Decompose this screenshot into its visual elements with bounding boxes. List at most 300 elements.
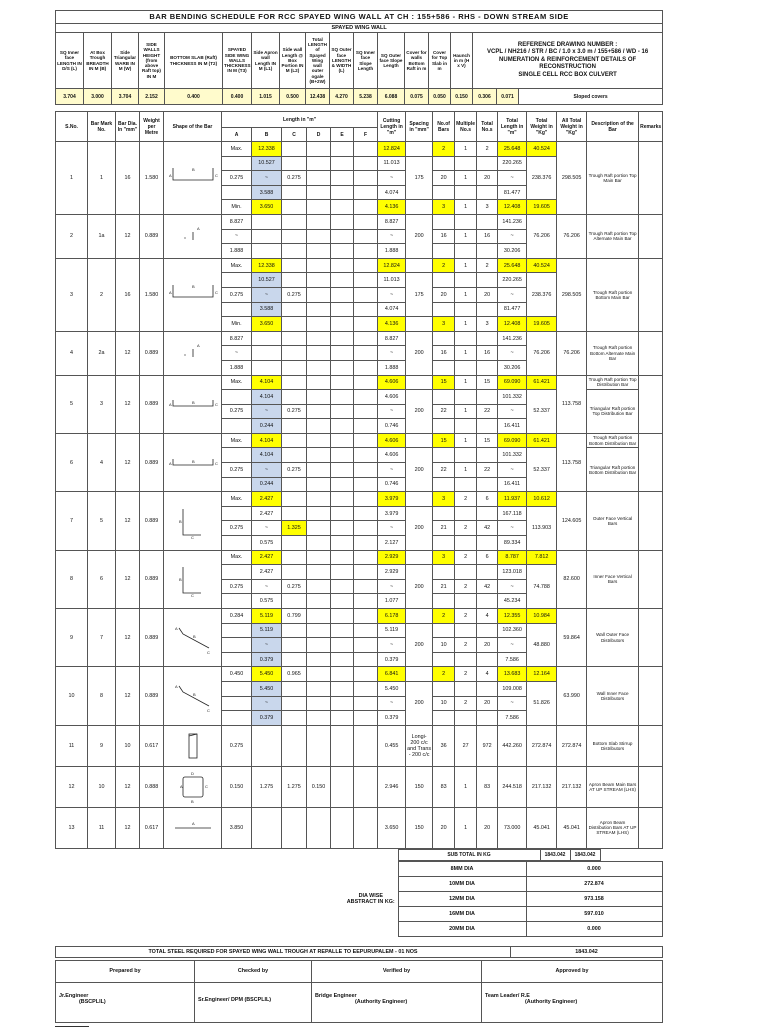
svg-text:B: B bbox=[192, 283, 195, 289]
length-e bbox=[331, 433, 354, 448]
weight-cell: 0.617 bbox=[140, 807, 164, 848]
svg-text:A: A bbox=[192, 820, 195, 826]
all-weight: 59.864 bbox=[557, 609, 587, 667]
mark-cell: 7 bbox=[88, 609, 116, 667]
length-c bbox=[282, 638, 307, 653]
nbars-cell: 83 bbox=[433, 766, 455, 807]
nbars-cell bbox=[433, 419, 455, 434]
length-f bbox=[354, 638, 378, 653]
multiple-cell: 2 bbox=[455, 492, 477, 507]
dim-value: 3.704 bbox=[112, 89, 139, 105]
length-c: 0.275 bbox=[282, 171, 307, 186]
length-d bbox=[307, 419, 331, 434]
length-e bbox=[331, 506, 354, 521]
cutting-length: ~ bbox=[378, 346, 406, 361]
svg-text:B: B bbox=[193, 633, 196, 639]
total-length: 16.411 bbox=[498, 477, 527, 492]
length-f bbox=[354, 565, 378, 580]
length-f bbox=[354, 766, 378, 807]
length-f bbox=[354, 229, 378, 244]
multiple-cell bbox=[455, 536, 477, 551]
approved-label: Approved by bbox=[482, 960, 663, 982]
dim-value: 0.400 bbox=[223, 89, 252, 105]
total-cell: 2 bbox=[477, 258, 498, 273]
col-multiple: Multiple No.s bbox=[455, 112, 477, 142]
total-weight: 40.524 bbox=[527, 142, 557, 157]
total-weight: 238.376 bbox=[527, 273, 557, 317]
length-f bbox=[354, 550, 378, 565]
length-a bbox=[222, 696, 252, 711]
total-length: 12.355 bbox=[498, 609, 527, 624]
total-cell bbox=[477, 273, 498, 288]
length-d bbox=[307, 200, 331, 215]
svg-text:A: A bbox=[169, 289, 172, 295]
total-length: 12.408 bbox=[498, 317, 527, 332]
dim-header: SQ Inner face LENGTH IN D/S (L) bbox=[56, 33, 84, 89]
nbars-cell bbox=[433, 506, 455, 521]
bar-shape-icon bbox=[165, 384, 221, 424]
total-cell bbox=[477, 711, 498, 726]
col-b: B bbox=[252, 128, 282, 142]
length-d bbox=[307, 214, 331, 229]
abstract-dia: 16MM DIA bbox=[398, 906, 526, 921]
length-d: 0.150 bbox=[307, 766, 331, 807]
mark-cell: 10 bbox=[88, 766, 116, 807]
nbars-cell: 3 bbox=[433, 492, 455, 507]
length-c bbox=[282, 711, 307, 726]
weight-cell: 0.889 bbox=[140, 375, 164, 433]
dia-cell: 12 bbox=[116, 433, 140, 491]
length-d bbox=[307, 579, 331, 594]
bbs-table bbox=[55, 111, 663, 849]
abstract-label: DIA WISE ABSTRACT IN KG: bbox=[346, 892, 395, 905]
total-cell bbox=[477, 331, 498, 346]
cutting-length: 0.379 bbox=[378, 711, 406, 726]
approved-by bbox=[482, 982, 663, 1022]
length-b: 3.588 bbox=[252, 302, 282, 317]
total-cell bbox=[477, 214, 498, 229]
cutting-length: 4.606 bbox=[378, 375, 406, 390]
length-b: ~ bbox=[252, 287, 282, 302]
sno-cell: 11 bbox=[56, 725, 88, 766]
dia-cell: 12 bbox=[116, 331, 140, 375]
length-a bbox=[222, 448, 252, 463]
remarks-cell bbox=[639, 258, 663, 331]
dim-value: 0.400 bbox=[165, 89, 223, 105]
cutting-length: 4.136 bbox=[378, 200, 406, 215]
all-weight: 217.132 bbox=[557, 766, 587, 807]
length-a bbox=[222, 185, 252, 200]
total-length: 220.265 bbox=[498, 156, 527, 171]
nbars-cell: 2 bbox=[433, 609, 455, 624]
length-f bbox=[354, 185, 378, 200]
length-c: 0.275 bbox=[282, 287, 307, 302]
abstract-row bbox=[55, 861, 662, 876]
cutting-length: ~ bbox=[378, 638, 406, 653]
nbars-cell: 2 bbox=[433, 142, 455, 157]
length-d bbox=[307, 711, 331, 726]
total-weight: 113.903 bbox=[527, 506, 557, 550]
nbars-cell: 36 bbox=[433, 725, 455, 766]
length-f bbox=[354, 711, 378, 726]
cutting-length: 4.606 bbox=[378, 433, 406, 448]
grand-total-table bbox=[55, 946, 663, 958]
length-b: 0.379 bbox=[252, 711, 282, 726]
abstract-dia: 8MM DIA bbox=[398, 861, 526, 876]
total-length: 101.332 bbox=[498, 390, 527, 405]
length-e bbox=[331, 273, 354, 288]
total-cell: 3 bbox=[477, 317, 498, 332]
length-d bbox=[307, 390, 331, 405]
length-f bbox=[354, 696, 378, 711]
multiple-cell bbox=[455, 156, 477, 171]
total-length: 16.411 bbox=[498, 419, 527, 434]
weight-cell: 0.889 bbox=[140, 433, 164, 491]
bar-shape-icon bbox=[165, 726, 221, 766]
nbars-cell: 22 bbox=[433, 463, 455, 478]
dia-cell: 12 bbox=[116, 667, 140, 725]
nbars-cell bbox=[433, 536, 455, 551]
length-f bbox=[354, 667, 378, 682]
svg-text:C: C bbox=[191, 593, 194, 599]
cutting-length: 4.136 bbox=[378, 317, 406, 332]
length-a bbox=[222, 565, 252, 580]
bar-shape-icon bbox=[165, 618, 221, 658]
length-e bbox=[331, 214, 354, 229]
total-length: 442.260 bbox=[498, 725, 527, 766]
length-f bbox=[354, 375, 378, 390]
dim-value: 6.088 bbox=[378, 89, 405, 105]
bbs-sheet bbox=[55, 10, 662, 1027]
cutting-length: 4.074 bbox=[378, 185, 406, 200]
nbars-cell: 20 bbox=[433, 171, 455, 186]
svg-text:C: C bbox=[207, 649, 210, 655]
length-d bbox=[307, 565, 331, 580]
dim-header: Haunch in m (H x V) bbox=[451, 33, 473, 89]
cutting-length: 3.650 bbox=[378, 807, 406, 848]
weight-cell: 0.888 bbox=[140, 766, 164, 807]
length-b: ~ bbox=[252, 696, 282, 711]
length-b: 4.104 bbox=[252, 448, 282, 463]
length-b bbox=[252, 360, 282, 375]
svg-text:A: A bbox=[169, 402, 172, 408]
length-e bbox=[331, 156, 354, 171]
length-e bbox=[331, 404, 354, 419]
col-dia: Bar Dia. In "mm" bbox=[116, 112, 140, 142]
length-b: 5.450 bbox=[252, 681, 282, 696]
length-c bbox=[282, 346, 307, 361]
dia-cell: 16 bbox=[116, 142, 140, 215]
length-f bbox=[354, 433, 378, 448]
shape-cell bbox=[164, 142, 222, 215]
description-cell: Trough Raft portion Bottom Main Bar bbox=[587, 258, 639, 331]
bar-shape-icon bbox=[165, 808, 221, 848]
length-d bbox=[307, 185, 331, 200]
length-a bbox=[222, 652, 252, 667]
dim-header: SIDE WALLS HEIGHT (from above Raft top) IN M bbox=[139, 33, 165, 89]
cutting-length: ~ bbox=[378, 579, 406, 594]
bar-shape-icon bbox=[165, 158, 221, 198]
spacing-cell bbox=[406, 433, 433, 448]
nbars-cell: 16 bbox=[433, 229, 455, 244]
multiple-cell: 1 bbox=[455, 142, 477, 157]
total-length: 109.008 bbox=[498, 681, 527, 696]
length-c: 0.965 bbox=[282, 667, 307, 682]
total-cell: 20 bbox=[477, 807, 498, 848]
length-b: 12.338 bbox=[252, 258, 282, 273]
col-f: F bbox=[354, 128, 378, 142]
abstract-dia: 10MM DIA bbox=[398, 876, 526, 891]
total-length: 7.586 bbox=[498, 711, 527, 726]
length-c bbox=[282, 331, 307, 346]
length-e bbox=[331, 419, 354, 434]
length-f bbox=[354, 492, 378, 507]
spacing-cell: 175 bbox=[406, 156, 433, 200]
cutting-length: 8.827 bbox=[378, 214, 406, 229]
dim-value: 0.071 bbox=[497, 89, 519, 105]
total-length: 8.787 bbox=[498, 550, 527, 565]
length-f bbox=[354, 448, 378, 463]
shape-cell bbox=[164, 609, 222, 667]
multiple-cell: 2 bbox=[455, 696, 477, 711]
col-all-weight: All Total Weight in "Kg" bbox=[557, 112, 587, 142]
total-cell: 15 bbox=[477, 433, 498, 448]
length-c bbox=[282, 448, 307, 463]
total-cell: 4 bbox=[477, 667, 498, 682]
all-weight: 124.605 bbox=[557, 492, 587, 550]
col-sno: S.No. bbox=[56, 112, 88, 142]
svg-text:B: B bbox=[193, 692, 196, 698]
length-b: 0.244 bbox=[252, 477, 282, 492]
col-mark: Bar Mark No. bbox=[88, 112, 116, 142]
total-cell: 6 bbox=[477, 550, 498, 565]
description-cell: Trough Raft portion Bottom Alternate Main Bar bbox=[587, 331, 639, 375]
length-c bbox=[282, 185, 307, 200]
length-f bbox=[354, 171, 378, 186]
sloped-covers: Sloped covers bbox=[519, 89, 663, 105]
total-cell: 2 bbox=[477, 142, 498, 157]
nbars-cell: 3 bbox=[433, 550, 455, 565]
length-e bbox=[331, 200, 354, 215]
total-cell: 20 bbox=[477, 696, 498, 711]
col-a: A bbox=[222, 128, 252, 142]
spacing-cell: 200 bbox=[406, 214, 433, 258]
length-c bbox=[282, 652, 307, 667]
length-d bbox=[307, 536, 331, 551]
bbs-row bbox=[56, 492, 663, 507]
sno-cell: 5 bbox=[56, 375, 88, 433]
multiple-cell: 1 bbox=[455, 200, 477, 215]
multiple-cell: 1 bbox=[455, 766, 477, 807]
spacing-cell: Longi- 200 c/c and Trans - 200 c/c bbox=[406, 725, 433, 766]
total-length: 102.360 bbox=[498, 623, 527, 638]
length-b: ~ bbox=[252, 638, 282, 653]
length-a: 1.888 bbox=[222, 244, 252, 259]
length-d bbox=[307, 521, 331, 536]
remarks-cell bbox=[639, 142, 663, 215]
multiple-cell: 1 bbox=[455, 433, 477, 448]
length-c bbox=[282, 492, 307, 507]
length-d bbox=[307, 492, 331, 507]
dim-value: 5.238 bbox=[354, 89, 378, 105]
length-b: ~ bbox=[252, 521, 282, 536]
total-weight: 52.337 bbox=[527, 390, 557, 434]
length-d bbox=[307, 302, 331, 317]
all-weight: 298.505 bbox=[557, 258, 587, 331]
total-weight: 10.612 bbox=[527, 492, 557, 507]
svg-text:C: C bbox=[205, 783, 208, 789]
dim-header: Side Apron wall Length IN M (L1) bbox=[252, 33, 280, 89]
spacing-cell bbox=[406, 317, 433, 332]
length-f bbox=[354, 536, 378, 551]
cutting-length: 3.979 bbox=[378, 492, 406, 507]
remarks-cell bbox=[639, 331, 663, 375]
length-a: Max. bbox=[222, 550, 252, 565]
remarks-cell bbox=[639, 214, 663, 258]
length-d bbox=[307, 317, 331, 332]
length-d bbox=[307, 273, 331, 288]
length-a: 0.275 bbox=[222, 725, 252, 766]
dim-value: 3.000 bbox=[84, 89, 112, 105]
ref-line: NUMERATION & REINFORCEMENT DETAILS OF RECONSTRUCTION bbox=[499, 56, 637, 71]
sno-cell: 3 bbox=[56, 258, 88, 331]
spacing-cell bbox=[406, 492, 433, 507]
dim-value: 0.500 bbox=[280, 89, 306, 105]
cutting-length: 6.841 bbox=[378, 667, 406, 682]
description-cell: Apron Beam Distribution Bars AT UP STREAM (LHS) bbox=[587, 807, 639, 848]
total-length: ~ bbox=[498, 346, 527, 361]
description-cell: Bottom Slab Stirrup Distributors bbox=[587, 725, 639, 766]
multiple-cell: 1 bbox=[455, 229, 477, 244]
total-weight: 40.524 bbox=[527, 258, 557, 273]
length-b: 4.104 bbox=[252, 375, 282, 390]
length-a: ~ bbox=[222, 229, 252, 244]
subtotal-value: 1843.042 bbox=[540, 849, 570, 860]
length-d bbox=[307, 156, 331, 171]
description-cell: Triangular Raft portion Top Distribution Bar bbox=[587, 390, 639, 434]
cutting-length: 8.827 bbox=[378, 331, 406, 346]
length-c bbox=[282, 565, 307, 580]
shape-cell bbox=[164, 331, 222, 375]
length-e bbox=[331, 258, 354, 273]
length-d bbox=[307, 331, 331, 346]
total-cell bbox=[477, 536, 498, 551]
length-d bbox=[307, 171, 331, 186]
total-weight: 74.788 bbox=[527, 565, 557, 609]
length-d bbox=[307, 463, 331, 478]
cutting-length: 4.606 bbox=[378, 390, 406, 405]
mark-cell: 4 bbox=[88, 433, 116, 491]
nbars-cell: 20 bbox=[433, 287, 455, 302]
nbars-cell bbox=[433, 681, 455, 696]
cutting-length: 2.127 bbox=[378, 536, 406, 551]
cutting-length: 2.929 bbox=[378, 565, 406, 580]
svg-text:C: C bbox=[215, 289, 218, 295]
multiple-cell: 1 bbox=[455, 404, 477, 419]
total-cell: 20 bbox=[477, 638, 498, 653]
nbars-cell bbox=[433, 623, 455, 638]
length-b: 4.104 bbox=[252, 433, 282, 448]
checked-by bbox=[195, 982, 312, 1022]
description-cell: Apron Beam Main Bars AT UP STREAM (LHS) bbox=[587, 766, 639, 807]
grand-total-label: TOTAL STEEL REQUIRED FOR SPAYED WING WALL TROUGH AT REPALLE TO EEPURUPALEM - 01 NOS bbox=[56, 946, 511, 957]
length-b: 5.119 bbox=[252, 623, 282, 638]
svg-text:C: C bbox=[215, 402, 218, 408]
total-cell bbox=[477, 390, 498, 405]
bbs-header-table bbox=[55, 10, 663, 105]
mark-cell: 1 bbox=[88, 142, 116, 215]
length-f bbox=[354, 463, 378, 478]
multiple-cell bbox=[455, 681, 477, 696]
svg-text:B: B bbox=[192, 166, 195, 172]
nbars-cell: 22 bbox=[433, 404, 455, 419]
total-cell: 16 bbox=[477, 346, 498, 361]
total-length: ~ bbox=[498, 521, 527, 536]
svg-text:A: A bbox=[180, 783, 183, 789]
total-length: 141.236 bbox=[498, 331, 527, 346]
length-b: 5.119 bbox=[252, 609, 282, 624]
spacing-cell bbox=[406, 667, 433, 682]
length-a: Max. bbox=[222, 375, 252, 390]
weight-cell: 0.889 bbox=[140, 667, 164, 725]
length-e bbox=[331, 565, 354, 580]
length-f bbox=[354, 273, 378, 288]
description-cell: Inner Face Vertical Bars bbox=[587, 550, 639, 608]
length-c bbox=[282, 506, 307, 521]
length-c: 1.275 bbox=[282, 766, 307, 807]
mark-cell: 5 bbox=[88, 492, 116, 550]
multiple-cell bbox=[455, 185, 477, 200]
length-f bbox=[354, 244, 378, 259]
length-a: 0.275 bbox=[222, 171, 252, 186]
total-length: ~ bbox=[498, 229, 527, 244]
multiple-cell bbox=[455, 360, 477, 375]
multiple-cell: 2 bbox=[455, 521, 477, 536]
sno-cell: 4 bbox=[56, 331, 88, 375]
length-e bbox=[331, 623, 354, 638]
bar-shape-icon bbox=[165, 443, 221, 483]
length-b: 0.575 bbox=[252, 536, 282, 551]
svg-text:C: C bbox=[207, 708, 210, 714]
length-a bbox=[222, 156, 252, 171]
bbs-row bbox=[56, 142, 663, 157]
dia-cell: 12 bbox=[116, 807, 140, 848]
description-cell: Outer Face Vertical Bars bbox=[587, 492, 639, 550]
remarks-cell bbox=[639, 807, 663, 848]
dim-header: SQ Outer face Slope Length bbox=[378, 33, 405, 89]
col-length: Length in "m" bbox=[222, 112, 378, 128]
all-weight: 76.206 bbox=[557, 331, 587, 375]
length-f bbox=[354, 200, 378, 215]
dim-header: SQ Outer face LENGTH & WIDTH (L) bbox=[330, 33, 354, 89]
length-d bbox=[307, 142, 331, 157]
dia-cell: 16 bbox=[116, 258, 140, 331]
ref-line: VCPL / NH216 / STR / BC / 1.0 x 3.0 m / 155+586 / WD - 16 bbox=[487, 49, 649, 56]
length-c bbox=[282, 623, 307, 638]
cutting-length: 11.013 bbox=[378, 156, 406, 171]
length-e bbox=[331, 360, 354, 375]
length-a: 0.275 bbox=[222, 463, 252, 478]
abstract-value: 0.000 bbox=[526, 921, 662, 936]
dim-value: 0.075 bbox=[405, 89, 429, 105]
length-a bbox=[222, 681, 252, 696]
total-weight: 61.421 bbox=[527, 433, 557, 448]
bar-shape-icon bbox=[165, 333, 221, 373]
description-cell: Wall Inner Face Distributors bbox=[587, 667, 639, 725]
length-e bbox=[331, 229, 354, 244]
length-f bbox=[354, 360, 378, 375]
length-b bbox=[252, 725, 282, 766]
